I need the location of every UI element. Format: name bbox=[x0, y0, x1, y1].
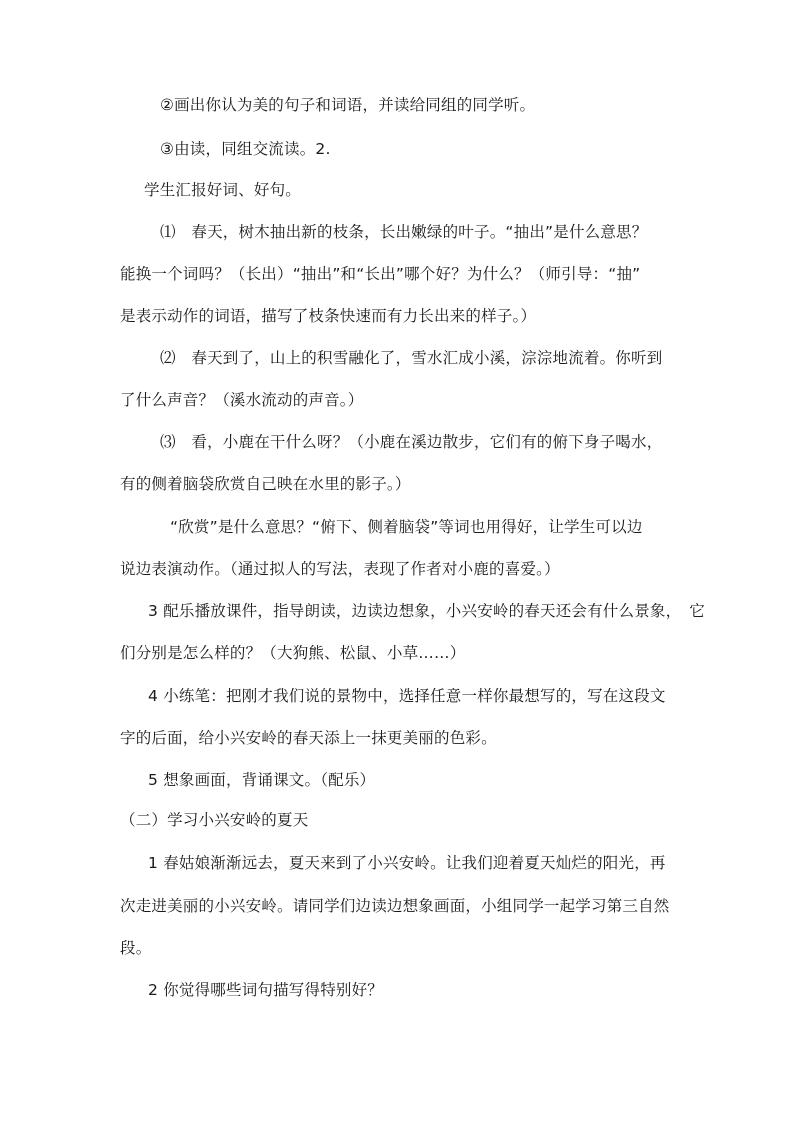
text-line: 4 小练笔：把刚才我们说的景物中，选择任意一样你最想写的，写在这段文 bbox=[148, 687, 666, 705]
text-line: 3 配乐播放课件，指导朗读，边读边想象，小兴安岭的春天还会有什么景象， 它 bbox=[148, 602, 705, 620]
text-line: 2 你觉得哪些词句描写得特别好？ bbox=[148, 981, 383, 999]
text-line: 1 春姑娘渐渐远去，夏天来到了小兴安岭。让我们迎着夏天灿烂的阳光，再 bbox=[148, 854, 666, 872]
text-line: ⑵ 春天到了，山上的积雪融化了，雪水汇成小溪，淙淙地流着。你听到 bbox=[160, 349, 663, 367]
text-line: 5 想象画面，背诵课文。（配乐） bbox=[148, 771, 376, 789]
text-line: ⑶ 看，小鹿在干什么呀？（小鹿在溪边散步，它们有的俯下身子喝水， bbox=[160, 433, 663, 451]
text-line: 段。 bbox=[120, 939, 152, 957]
text-line: 能换一个词吗？（长出）“抽出”和“长出”哪个好？为什么？（师引导：“抽” bbox=[120, 265, 641, 283]
text-line: 了什么声音？（溪水流动的声音。） bbox=[120, 391, 364, 409]
text-line: 有的侧着脑袋欣赏自己映在水里的影子。） bbox=[120, 475, 411, 493]
text-line: ⑴ 春天，树木抽出新的枝条，长出嫩绿的叶子。“抽出”是什么意思？ bbox=[160, 223, 648, 241]
section-heading: （二）学习小兴安岭的夏天 bbox=[120, 811, 309, 829]
text-line: 次走进美丽的小兴安岭。请同学们边读边想象画面，小组同学一起学习第三自然 bbox=[120, 897, 670, 915]
text-line: 学生汇报好词、好句。 bbox=[144, 181, 302, 199]
text-line: 们分别是怎么样的？（大狗熊、松鼠、小草……） bbox=[120, 644, 466, 662]
text-line: 字的后面，给小兴安岭的春天添上一抹更美丽的色彩。 bbox=[120, 729, 497, 747]
text-line: ③由读，同组交流读。2. bbox=[160, 140, 331, 158]
text-line: 说边表演动作。（通过拟人的写法，表现了作者对小鹿的喜爱。） bbox=[120, 560, 560, 578]
text-line: ②画出你认为美的句子和词语，并读给同组的同学听。 bbox=[160, 96, 536, 114]
text-line: 是表示动作的词语，描写了枝条快速而有力长出来的样子。） bbox=[120, 307, 537, 325]
text-line: “欣赏”是什么意思？“俯下、侧着脑袋”等词也用得好，让学生可以边 bbox=[170, 518, 643, 536]
